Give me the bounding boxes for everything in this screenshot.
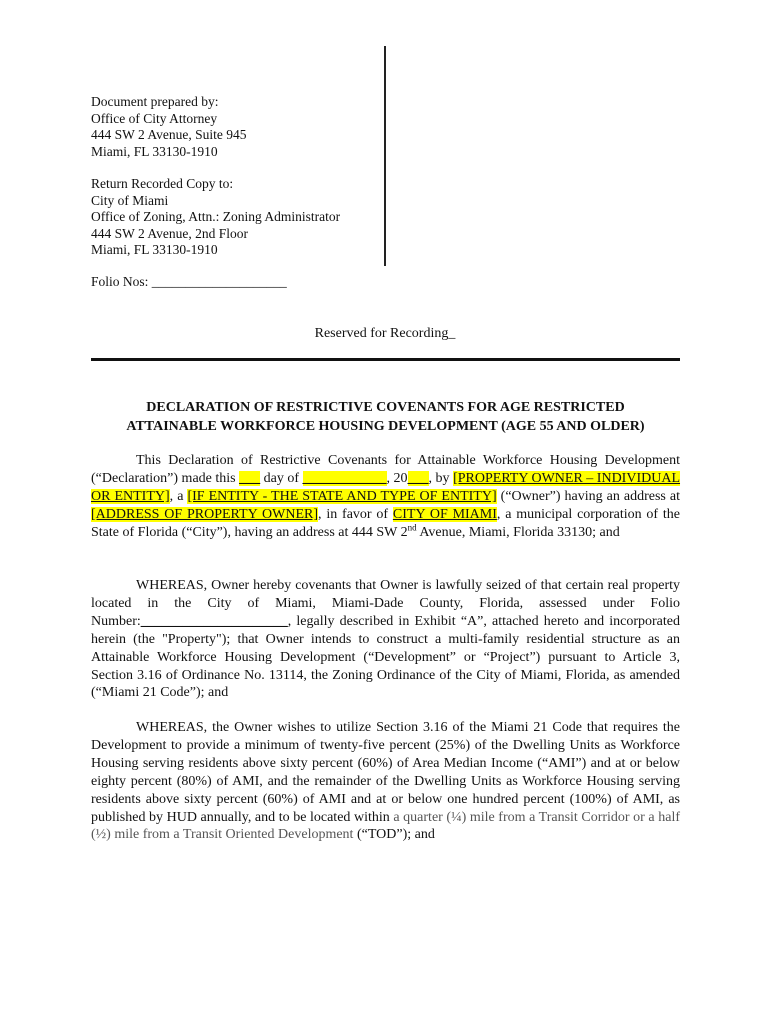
text-run: WHEREAS, Owner hereby covenants that Owner is lawfully seized of that certain real property located in the City of Miami, Miami-Dade County, Florida, assessed under Folio Number:: [91, 578, 680, 629]
declaration-paragraph: [91, 452, 680, 542]
prepared-by-block: [91, 94, 247, 160]
prepared-by-line: Miami, FL 33130-1910: [91, 143, 218, 159]
blank-day-field: ___: [239, 470, 261, 486]
property-owner-placeholder: [PROPERTY OWNER – INDIVIDUAL OR ENTITY]: [91, 470, 681, 504]
transit-distance-text: a quarter (¼) mile from a Transit Corridor or a half (½) mile from a Transit Oriented Development: [91, 809, 680, 843]
text-run: , a: [169, 488, 188, 504]
text-run: Avenue, Miami, Florida 33130; and: [416, 524, 620, 540]
whereas-paragraph-2: [91, 719, 680, 844]
text-run: , in favor of: [318, 506, 393, 522]
folio-number-blank: _____________________: [140, 613, 288, 629]
superscript-nd: nd: [407, 521, 417, 532]
blank-month-field: ____________: [302, 470, 387, 486]
whereas-paragraph-1: [91, 577, 680, 702]
title-line-1: DECLARATION OF RESTRICTIVE COVENANTS FOR AGE RESTRICTED: [146, 400, 625, 415]
text-run: , 20: [386, 470, 408, 486]
text-run: WHEREAS, the Owner wishes to utilize Section 3.16 of the Miami 21 Code that requires the Development to provide a minimum of twenty-five percent (25%) of the Dwelling Units as Workforce Housing serving residents above sixty percent (60%) of Area Median Income (“AMI”) and at or below eighty percent (80%) of AMI, and the remainder of the Dwelling Units as Workforce Housing serving residents above sixty percent (60%) of AMI and at or below one hundred percent (100%) of AMI, as published by HUD annually, and to be located within: [91, 720, 680, 825]
reserved-for-recording: Reserved for Recording_: [314, 326, 456, 341]
text-run: (“TOD”); and: [353, 827, 435, 843]
prepared-by-line: 444 SW 2 Avenue, Suite 945: [91, 127, 247, 142]
title-line-2: ATTAINABLE WORKFORCE HOUSING DEVELOPMENT (AGE 55 AND OLDER): [126, 419, 645, 434]
text-run: day of: [260, 470, 303, 486]
return-to-line: 444 SW 2 Avenue, 2nd Floor: [91, 225, 248, 241]
blank-year-field: ___: [407, 470, 429, 486]
prepared-by-line: Office of City Attorney: [91, 110, 218, 126]
document-title: [91, 398, 680, 436]
entity-type-placeholder: [IF ENTITY - THE STATE AND TYPE OF ENTITY]: [187, 488, 497, 504]
return-to-line: Office of Zoning, Attn.: Zoning Administrator: [91, 209, 341, 224]
text-run: , a municipal corporation of the State of Florida (“City”), having an address at 444 SW 2: [91, 506, 680, 540]
folio-numbers: [91, 274, 287, 291]
return-to-line: Return Recorded Copy to:: [91, 176, 234, 191]
prepared-by-line: Document prepared by:: [91, 94, 219, 109]
return-to-block: [91, 176, 340, 259]
text-run: , legally described in Exhibit “A”, attached hereto and incorporated herein (the "Property"); that Owner intends to construct a multi-family residential structure as an Attainable Workforce Housing Development (“Development” or “Project”) pursuant to Article 3, Section 3.16 of Ordinance No. 13114, the Zoning Ordinance of the City of Miami, Florida, as amended (“Miami 21 Code”); and: [91, 613, 680, 701]
text-run: This Declaration of Restrictive Covenants for Attainable Workforce Housing Development (“Declaration”) made this: [91, 453, 680, 486]
text-run: (“Owner”) having an address at: [496, 488, 680, 504]
text-run: , by: [428, 470, 454, 486]
header-divider-line: [384, 46, 386, 266]
return-to-line: Miami, FL 33130-1910: [91, 242, 218, 257]
owner-address-placeholder: [ADDRESS OF PROPERTY OWNER]: [91, 506, 319, 522]
folio-label: Folio Nos:: [91, 274, 149, 289]
recording-divider: [91, 358, 680, 361]
return-to-line: City of Miami: [91, 192, 169, 208]
city-of-miami-highlight: CITY OF MIAMI: [392, 506, 497, 522]
folio-blank: ____________________: [151, 274, 287, 289]
